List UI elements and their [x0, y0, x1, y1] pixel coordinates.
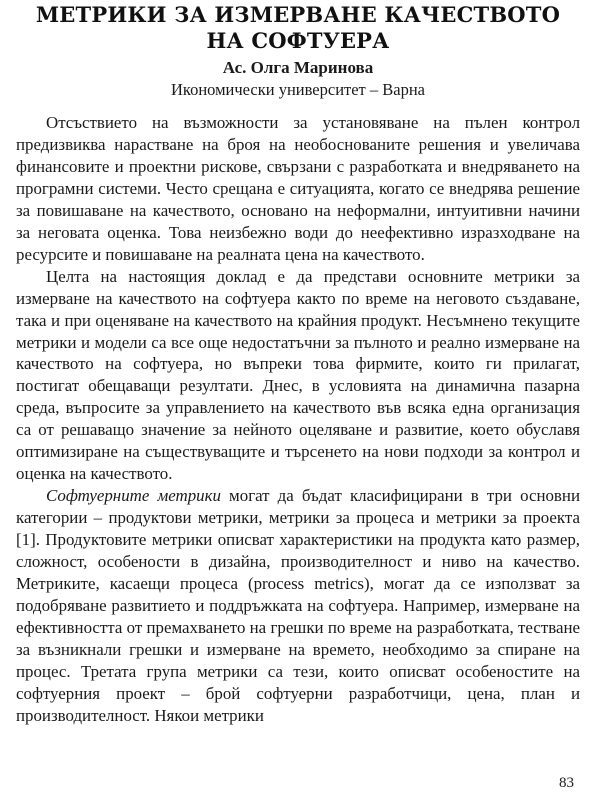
paragraph-3-term: Софтуерните метрики: [46, 486, 221, 506]
title-line-2: НА СОФТУЕРА: [206, 28, 390, 53]
author-affiliation: Икономически университет – Варна: [170, 80, 426, 99]
paragraph-3: [16, 485, 580, 726]
paragraph-2: Целта на настоящия доклад е да представи основните метрики за измерване на качеството на софтуера както по време на неговото създаване, така и при оценяване на качеството на крайния продукт. Несъмнено текущите метрики и модели са все още недостатъчни за пълното и реално измерване на качеството на софтуера, но въпреки това фирмите, които ги прилагат, постигат обещаващи резултати. Днес, в условията на динамична пазарна среда, въпросите за управлението на качеството във всяка една организация са от решаващо значение за нейното оцеляване и развитие, което обуславя оптимизиране на съществуващите и търсенето на нови подходи за контрол и оценка на качеството.: [16, 266, 580, 484]
document-page: [16, 0, 580, 800]
paragraph-1: Отсъствието на възможности за установяване на пълен контрол предизвиква нарастване на броя на необоснованите решения и увеличава финансовите и проектни рискове, свързани с разработката и внедряването на програмни системи. Често срещана е ситуацията, когато се внедрява решение за повишаване на качеството, основано на неформални, интуитивни начини за неговата оценка. Това неизбежно води до неефективно изразходване на ресурсите и повишаване на реалната цена на качеството.: [16, 113, 580, 264]
author-name: Ас. Олга Маринова: [222, 58, 374, 77]
page-number: 83: [559, 775, 574, 791]
document-title: [16, 2, 580, 54]
document-body: [16, 112, 580, 727]
paragraph-3-text: могат да бъдат класифицирани в три основни категории – продуктови метрики, метрики за процеса и метрики за проекта [1]. Продуктовите метрики описват характеристики на продукта като размер, сложност, особености в дизайна, производителност и ниво на качество. Метриките, касаещи процеса (process metrics), могат да се използват за подобряване развитието и поддръжката на софтуера. Например, измерване на ефективността от премахването на грешки по време на разработката, тестване за възникнали грешки и измерване на времето, необходимо за спиране на процес. Третата група метрики са тези, които описват особеностите на софтуерния проект – брой софтуерни разработчици, цена, план и производителност. Някои метрики: [16, 486, 580, 725]
title-line-1: МЕТРИКИ ЗА ИЗМЕРВАНЕ КАЧЕСТВОТО: [35, 2, 561, 27]
